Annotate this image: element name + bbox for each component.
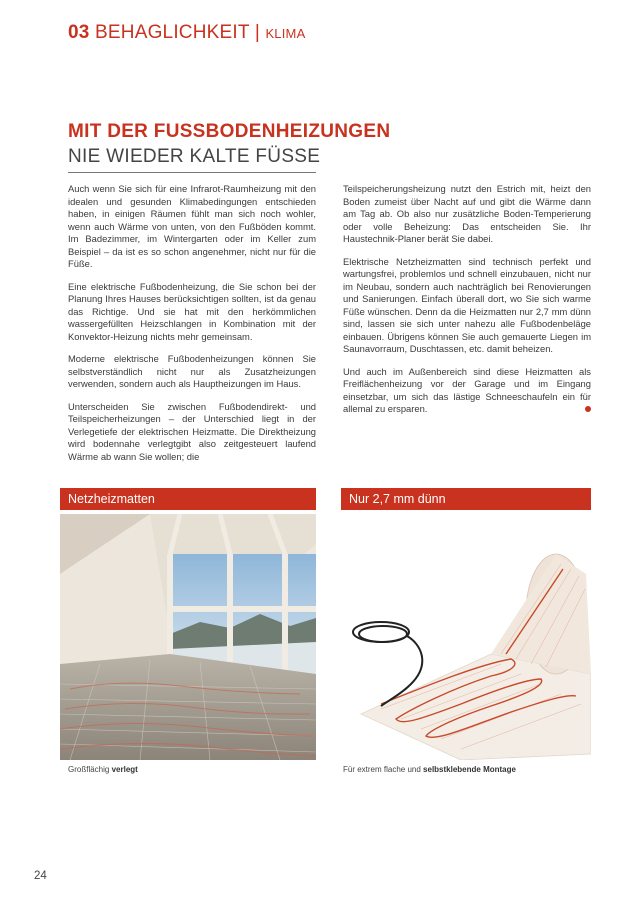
caption-text: Großflächig (68, 765, 110, 774)
paragraph: Moderne elektrische Fußbodenheizungen können Sie selbstverständlich nicht nur als Zusatzheizungen verwenden, sondern auch als Hauptheizungen im Haus. (68, 353, 316, 389)
caption-emphasis: verlegt (111, 765, 138, 774)
end-bullet-icon (585, 406, 591, 412)
caption-right (343, 765, 516, 774)
heating-mat-image (341, 514, 591, 760)
section-number: 03 (68, 22, 90, 43)
article-title: MIT DER FUSSBODENHEIZUNGEN (68, 121, 391, 142)
subsection-title: KLIMA (265, 26, 306, 41)
paragraph-text: Und auch im Außenbereich sind diese Heizmatten als Freiflächenheizung vor der Garage und im Eingang einsetzbar, um sich das lästige Schneeschaufeln ein für allemal zu ersparen. (343, 365, 591, 414)
section-header (68, 22, 305, 44)
paragraph: Auch wenn Sie sich für eine Infrarot-Raumheizung mit den idealen und gesunden Klimabedingungen entschieden haben, in einigen Räumen fühlt man sich noch wohler, wenn auch Wärme von unten, von den Fußböden kommt. Im Badezimmer, im Wintergarten oder im Keller zum Beispiel – da ist es so schon angenehmer, nicht nur für die Füße. (68, 183, 316, 269)
body-column-left (68, 183, 316, 473)
body-column-right (343, 183, 591, 426)
image-banner-left: Netzheizmatten (60, 488, 316, 510)
paragraph: Unterscheiden Sie zwischen Fußbodendirekt- und Teilspeicherheizungen – der Unterschied liegt in der Verlegetiefe der elektrischen Heizmatte. Die Direktheizung wird bodennahe verlegtgibt also zeitgesteuert laufend Wärme ab wann Sie wollen; die (68, 400, 316, 462)
paragraph: Eine elektrische Fußbodenheizung, die Sie schon bei der Planung Ihres Hauses berücksichtigen sollten, ist da genau das Richtige. Und sie hat mit den herkömmlichen wassergefüllten Heizschlangen in Kombination mit der Konvektor-Heizung nichts mehr gemeinsam. (68, 280, 316, 342)
image-banner-right: Nur 2,7 mm dünn (341, 488, 591, 510)
caption-text: Für extrem flache und (343, 765, 421, 774)
section-separator: | (254, 22, 260, 43)
title-divider (68, 172, 316, 173)
paragraph-final (343, 366, 591, 416)
caption-emphasis: selbstklebende Montage (423, 765, 516, 774)
caption-left (68, 765, 138, 774)
section-title: BEHAGLICHKEIT (95, 22, 250, 43)
room-photo (60, 514, 316, 760)
article-subtitle: NIE WIEDER KALTE FÜSSE (68, 146, 321, 167)
page-number: 24 (34, 870, 47, 882)
paragraph: Elektrische Netzheizmatten sind technisch perfekt und wartungsfrei, problemlos und schnell einzubauen, nicht nur im Neubau, sondern auch nachträglich bei Renovierungen und Sanierungen. Einfach überall dort, wo Sie sich warme Füße wünschen. Denn da die Heizmatten nur 2,7 mm dünn sind, lassen sie sich unter nahezu alle Fußbodenbeläge einbauen. Übrigens können Sie auch gemauerte Liegen im Saunavorraum, Duschtassen, etc. damit beheizen. (343, 255, 591, 354)
paragraph: Teilspeicherungsheizung nutzt den Estrich mit, heizt den Boden zumeist über Nacht auf und gibt die Wärme dann am Tag ab. Ob also nur zusätzliche Boden-Temperierung oder volle Beheizung: Das entscheiden Sie. Ihr Haustechnik-Planer berät Sie dabei. (343, 183, 591, 244)
